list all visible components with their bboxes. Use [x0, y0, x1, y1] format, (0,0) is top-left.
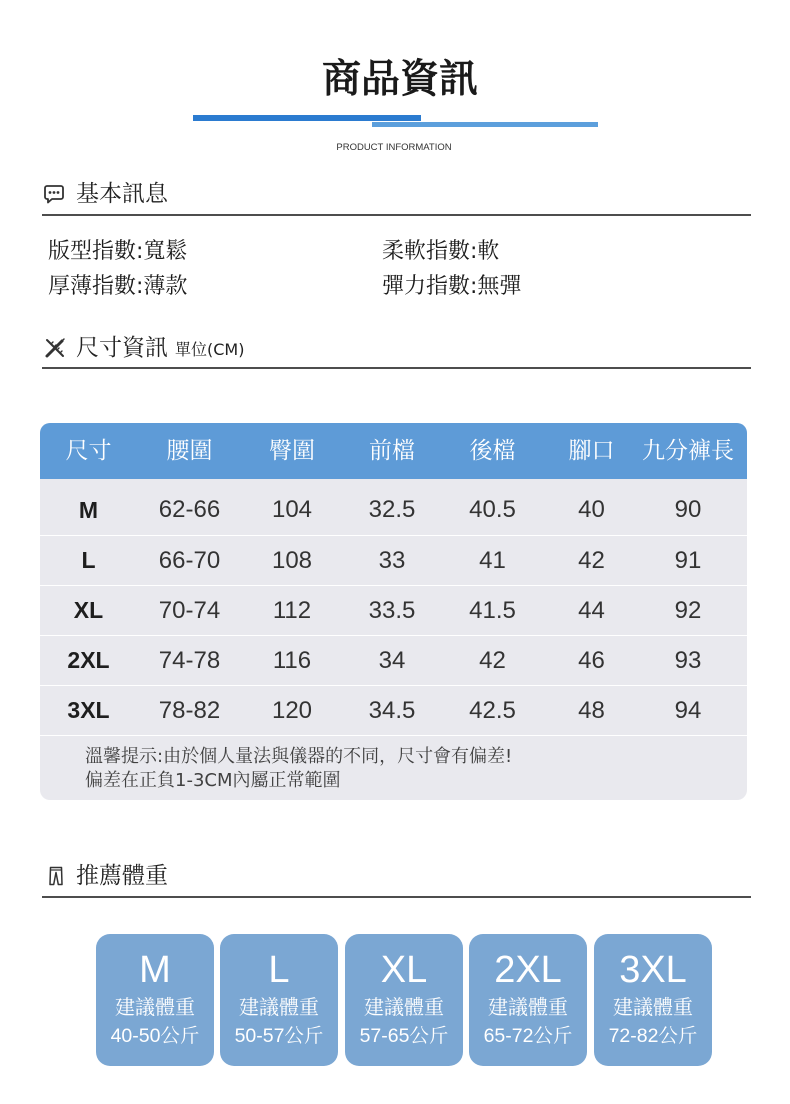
- size-note-line: 溫馨提示:由於個人量法與儀器的不同，尺寸會有偏差!: [85, 746, 513, 767]
- waist-cell: 62-66: [158, 496, 221, 523]
- hip-cell: 108: [271, 546, 313, 574]
- back-rise-cell: 41: [479, 546, 506, 574]
- size-cell: 3XL: [67, 697, 110, 723]
- ruler-cross-icon: [43, 336, 67, 360]
- weight-card-label: 建議體重: [115, 995, 195, 1019]
- weight-card-range: 65-72公斤: [483, 1025, 573, 1047]
- title-underline-light: [372, 122, 598, 127]
- waist-cell: 74-78: [158, 646, 221, 674]
- unit-label: 單位(CM): [175, 340, 245, 359]
- weight-card-label: 建議體重: [239, 995, 319, 1019]
- column-header-front-rise: 前檔: [369, 438, 415, 464]
- page-subtitle: PRODUCT INFORMATION: [336, 142, 452, 153]
- weight-card-2xl: [469, 934, 587, 1066]
- front-rise-cell: 32.5: [368, 496, 416, 523]
- weight-card-size: 2XL: [494, 949, 562, 991]
- pants-icon: [49, 866, 63, 886]
- column-header-leg-opening: 腳口: [568, 438, 615, 464]
- size-info-heading: [76, 333, 244, 365]
- hip-cell: 116: [272, 646, 312, 674]
- title-underline-dark: [193, 115, 421, 121]
- size-note: [40, 735, 747, 793]
- table-row: [40, 585, 747, 635]
- weight-card-size: XL: [380, 949, 428, 991]
- size-info-title: 尺寸資訊: [76, 335, 168, 361]
- column-header-hip: 臀圍: [269, 438, 315, 464]
- size-table-header: [40, 423, 747, 479]
- weight-card-size: M: [139, 949, 171, 991]
- column-header-length: 九分褲長: [642, 438, 734, 464]
- section-divider: [42, 367, 751, 369]
- table-row: [40, 635, 747, 685]
- column-header-back-rise: 後檔: [469, 438, 516, 464]
- leg-opening-cell: 48: [578, 696, 605, 724]
- size-table: [40, 423, 747, 800]
- front-rise-cell: 34: [378, 646, 406, 674]
- size-table-body: [40, 479, 747, 735]
- table-row: [40, 485, 747, 535]
- front-rise-cell: 33.5: [368, 596, 416, 624]
- fit-index: 版型指數:寬鬆: [48, 239, 188, 264]
- thickness-index: 厚薄指數:薄款: [48, 274, 188, 299]
- weight-card-label: 建議體重: [364, 995, 444, 1019]
- weight-card-range: 72-82公斤: [608, 1025, 698, 1047]
- section-divider: [42, 214, 751, 216]
- hip-cell: 112: [272, 596, 312, 624]
- weight-card-xl: [345, 934, 463, 1066]
- weight-card-label: 建議體重: [613, 995, 693, 1019]
- waist-cell: 66-70: [158, 546, 221, 574]
- size-cell: M: [78, 496, 99, 523]
- back-rise-cell: 42.5: [469, 696, 516, 724]
- weight-card-range: 40-50公斤: [110, 1025, 200, 1047]
- length-cell: 92: [674, 596, 702, 624]
- table-row: [40, 685, 747, 735]
- length-cell: 93: [674, 646, 702, 674]
- back-rise-cell: 40.5: [469, 496, 516, 523]
- size-note-line: 偏差在正負1-3CM內屬正常範圍: [85, 770, 341, 791]
- table-row: [40, 535, 747, 585]
- weight-card-label: 建議體重: [488, 995, 568, 1019]
- leg-opening-cell: 46: [578, 646, 605, 674]
- weight-card-range: 57-65公斤: [359, 1025, 449, 1047]
- weight-card-3xl: [594, 934, 712, 1066]
- weight-card-l: [220, 934, 338, 1066]
- size-cell: L: [81, 547, 96, 573]
- waist-cell: 78-82: [158, 696, 221, 724]
- page-title: 商品資訊: [321, 57, 478, 102]
- leg-opening-cell: 42: [578, 546, 605, 574]
- column-header-size: 尺寸: [65, 438, 112, 464]
- back-rise-cell: 42: [479, 646, 506, 674]
- elasticity-index: 彈力指數:無彈: [382, 274, 522, 299]
- weight-card-size: L: [268, 949, 290, 991]
- leg-opening-cell: 44: [578, 596, 605, 624]
- size-cell: XL: [73, 597, 104, 623]
- weight-heading: 推薦體重: [76, 863, 168, 889]
- hip-cell: 120: [271, 696, 313, 724]
- section-divider: [42, 896, 751, 898]
- weight-card-m: [96, 934, 214, 1066]
- length-cell: 94: [674, 696, 702, 724]
- front-rise-cell: 33: [378, 546, 406, 574]
- basic-info-heading: 基本訊息: [76, 181, 168, 207]
- back-rise-cell: 41.5: [469, 596, 516, 624]
- column-header-waist: 腰圍: [166, 438, 213, 464]
- weight-card-range: 50-57公斤: [234, 1025, 324, 1047]
- length-cell: 90: [674, 496, 702, 523]
- size-cell: 2XL: [67, 647, 110, 673]
- softness-index: 柔軟指數:軟: [382, 239, 500, 264]
- front-rise-cell: 34.5: [368, 696, 416, 724]
- weight-card-size: 3XL: [619, 949, 687, 991]
- length-cell: 91: [674, 546, 702, 574]
- waist-cell: 70-74: [158, 596, 221, 624]
- hip-cell: 104: [271, 496, 313, 523]
- leg-opening-cell: 40: [578, 496, 605, 523]
- chat-bubble-icon: [43, 183, 65, 205]
